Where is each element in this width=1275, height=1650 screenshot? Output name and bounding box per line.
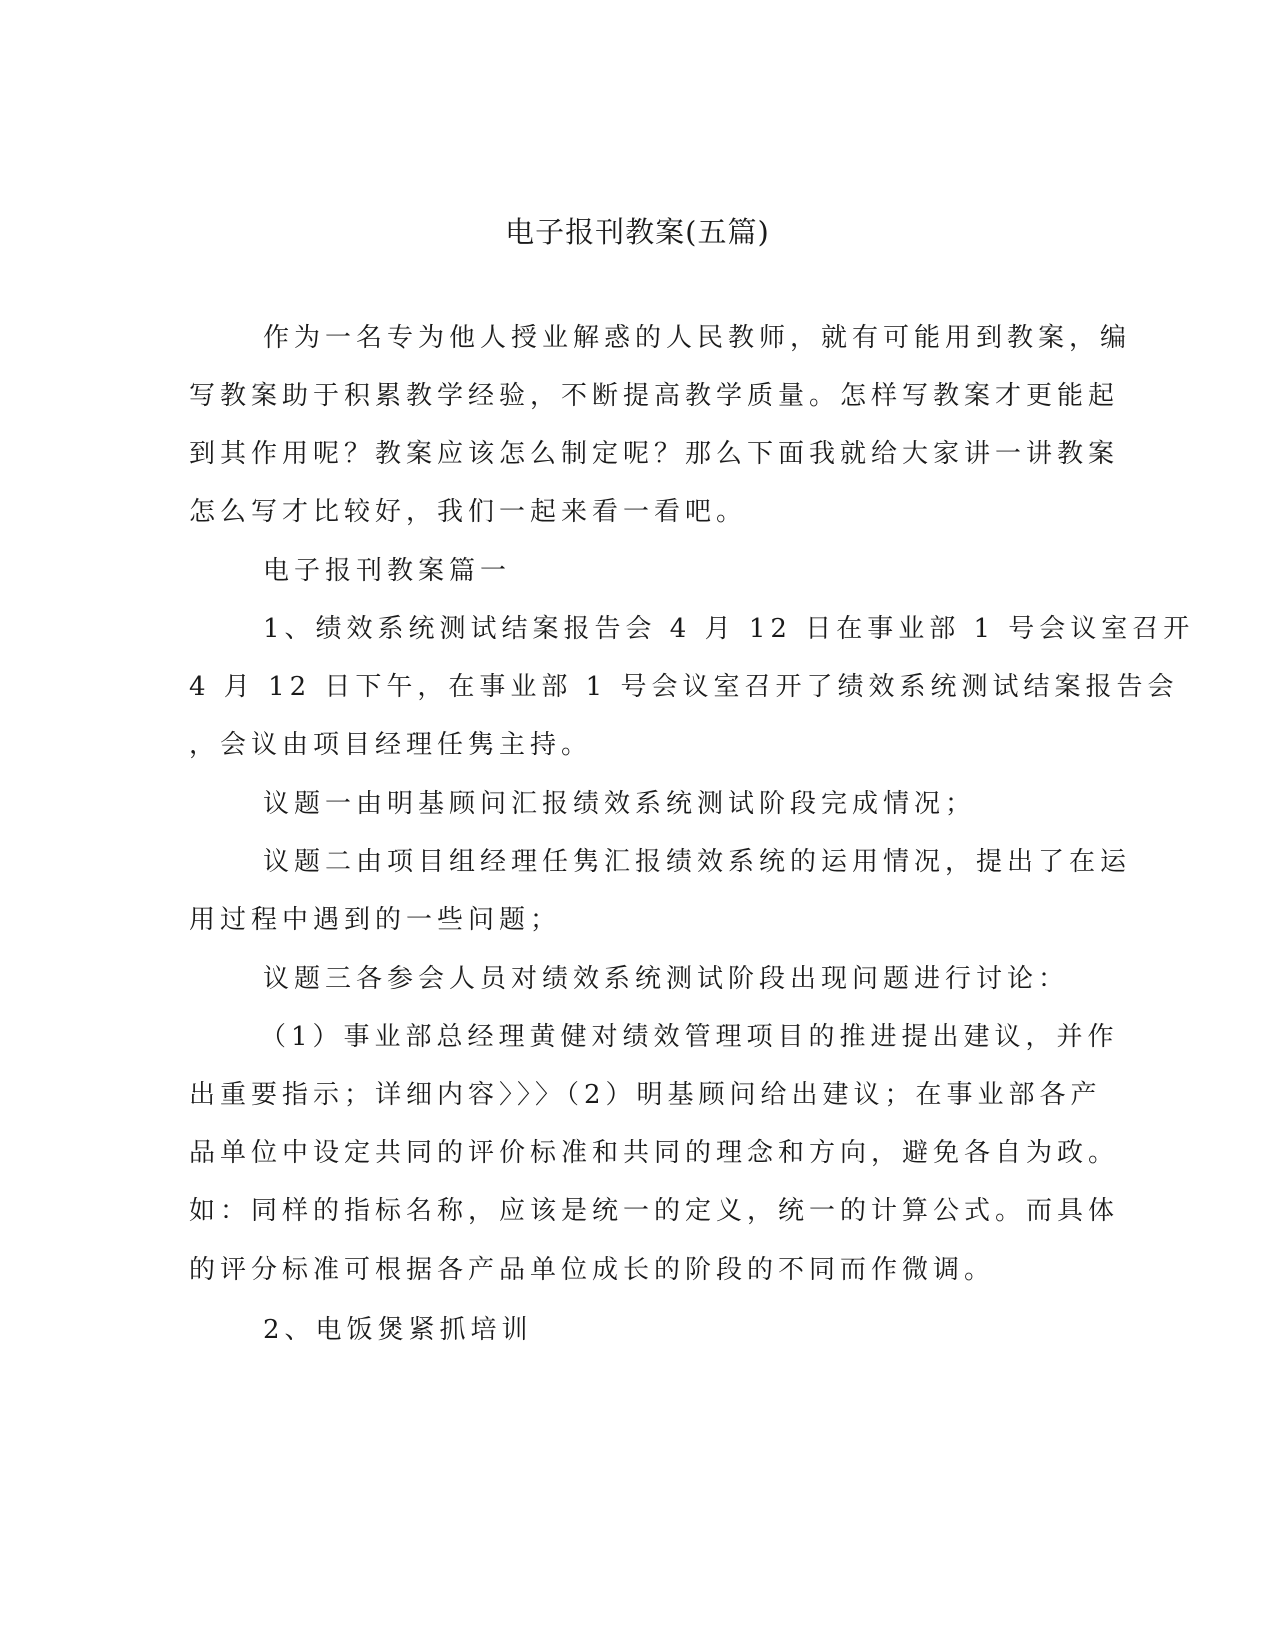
paragraph-line: 用过程中遇到的一些问题； (189, 905, 562, 935)
paragraph-line: 怎么写才比较好，我们一起来看一看吧。 (189, 497, 748, 527)
paragraph-line: 出重要指示；详细内容〉〉〉（2）明基顾问给出建议；在事业部各产 (189, 1080, 1102, 1110)
paragraph-line: 4 月 12 日下午，在事业部 1 号会议室召开了绩效系统测试结案报告会 (189, 672, 1179, 702)
paragraph-line: 议题一由明基顾问汇报绩效系统测试阶段完成情况； (263, 789, 977, 819)
paragraph-line: 议题三各参会人员对绩效系统测试阶段出现问题进行讨论： (263, 964, 1070, 994)
paragraph-line: 如：同样的指标名称，应该是统一的定义，统一的计算公式。而具体 (189, 1196, 1120, 1226)
paragraph-line: 品单位中设定共同的评价标准和共同的理念和方向，避免各自为政。 (189, 1138, 1120, 1168)
paragraph-line: （1）事业部总经理黄健对绩效管理项目的推进提出建议，并作 (260, 1022, 1119, 1052)
paragraph-line: 写教案助于积累教学经验，不断提高教学质量。怎样写教案才更能起 (189, 381, 1120, 411)
paragraph-line: ，会议由项目经理任隽主持。 (189, 730, 593, 760)
paragraph-line: 的评分标准可根据各产品单位成长的阶段的不同而作微调。 (189, 1255, 996, 1285)
paragraph-line: 议题二由项目组经理任隽汇报绩效系统的运用情况，提出了在运 (263, 847, 1132, 877)
paragraph-line: 到其作用呢？教案应该怎么制定呢？那么下面我就给大家讲一讲教案 (189, 439, 1120, 469)
paragraph-line: 2、电饭煲紧抓培训 (263, 1315, 533, 1345)
paragraph-line: 作为一名专为他人授业解惑的人民教师，就有可能用到教案，编 (263, 323, 1132, 353)
section-heading: 电子报刊教案篇一 (263, 556, 512, 586)
paragraph-line: 1、绩效系统测试结案报告会 4 月 12 日在事业部 1 号会议室召开 (263, 614, 1195, 644)
document-title: 电子报刊教案(五篇) (505, 215, 770, 249)
